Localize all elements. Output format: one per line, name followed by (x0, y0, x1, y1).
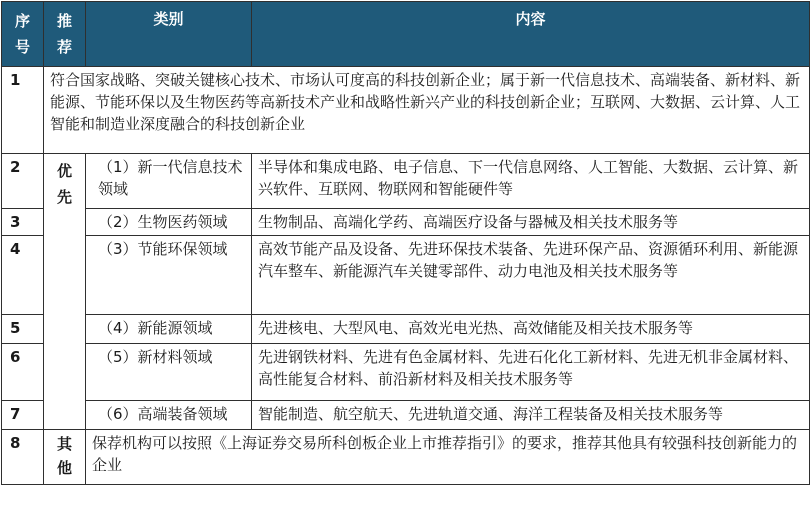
header-content: 内容 (252, 2, 810, 67)
other-label: 其 他 (44, 430, 86, 485)
row-number: 1 (2, 67, 44, 154)
table-row (2, 67, 810, 154)
row-content: 先进核电、大型风电、高效光电光热、高效储能及相关技术服务等 (252, 315, 810, 344)
row-category: （3）节能环保领域 (86, 236, 252, 315)
row-number: 4 (2, 236, 44, 315)
recommendation-table (1, 1, 810, 485)
row-content: 智能制造、航空航天、先进轨道交通、海洋工程装备及相关技术服务等 (252, 401, 810, 430)
table-row (2, 430, 810, 485)
row-content: 半导体和集成电路、电子信息、下一代信息网络、人工智能、大数据、云计算、新兴软件、互联网、物联网和智能硬件等 (252, 154, 810, 209)
row-number: 5 (2, 315, 44, 344)
row-content: 先进钢铁材料、先进有色金属材料、先进石化化工新材料、先进无机非金属材料、高性能复合材料、前沿新材料及相关技术服务等 (252, 344, 810, 401)
row-category: （4）新能源领域 (86, 315, 252, 344)
row-category: （6）高端装备领域 (86, 401, 252, 430)
row-content: 符合国家战略、突破关键核心技术、市场认可度高的科技创新企业；属于新一代信息技术、高端装备、新材料、新能源、节能环保以及生物医药等高新技术产业和战略性新兴产业的科技创新企业；互联网、大数据、云计算、人工智能和制造业深度融合的科技创新企业 (44, 67, 810, 154)
row-number: 3 (2, 209, 44, 236)
table-row (2, 344, 810, 401)
row-category: （1）新一代信息技术领域 (86, 154, 252, 209)
table-row (2, 154, 810, 209)
row-number: 6 (2, 344, 44, 401)
row-number: 8 (2, 430, 44, 485)
priority-label: 优 先 (44, 154, 86, 430)
header-category: 类别 (86, 2, 252, 67)
row-content: 高效节能产品及设备、先进环保技术装备、先进环保产品、资源循环利用、新能源汽车整车、新能源汽车关键零部件、动力电池及相关技术服务等 (252, 236, 810, 315)
header-row (2, 2, 810, 67)
header-recommend: 推 荐 (44, 2, 86, 67)
row-number: 7 (2, 401, 44, 430)
table-row (2, 209, 810, 236)
row-content: 保荐机构可以按照《上海证券交易所科创板企业上市推荐指引》的要求，推荐其他具有较强科技创新能力的企业 (86, 430, 810, 485)
table-row (2, 236, 810, 315)
row-category: （5）新材料领域 (86, 344, 252, 401)
row-category: （2）生物医药领域 (86, 209, 252, 236)
table-row (2, 401, 810, 430)
row-number: 2 (2, 154, 44, 209)
table-row (2, 315, 810, 344)
row-content: 生物制品、高端化学药、高端医疗设备与器械及相关技术服务等 (252, 209, 810, 236)
header-no: 序 号 (2, 2, 44, 67)
